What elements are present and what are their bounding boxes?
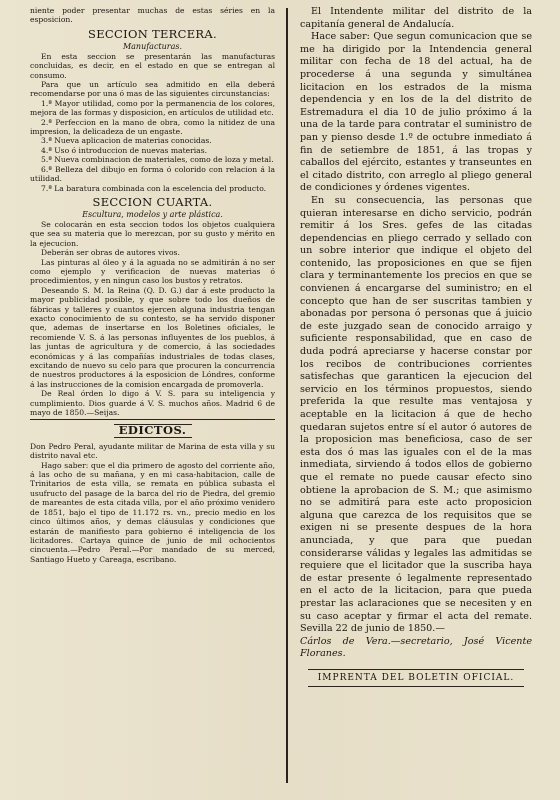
circumstances-list — [30, 99, 275, 193]
seccion-tercera-heading: SECCION TERCERA. — [88, 26, 217, 41]
paragraph: En esta seccion se presentarán las manufacturas concluidas, es decir, en el estado en que se entregan al consumo. — [30, 51, 275, 80]
seccion-cuarta-heading: SECCION CUARTA. — [92, 194, 213, 209]
printer-footer: IMPRENTA DEL BOLETIN OFICIAL. — [308, 669, 524, 688]
list-item: 7.ª La baratura combinada con la escelencia del producto. — [41, 183, 267, 193]
royal-order-paragraph: De Real órden lo digo á V. S. para su inteligencia y cumplimiento. Dios guarde á V. S. muchos años. Madrid 6 de mayo de 1850.—Seijas. — [30, 389, 275, 418]
signature: Cárlos de Vera.—secretario, José Vicente Floranes. — [300, 635, 532, 660]
paragraph: Deseando S. M. la Reina (Q. D. G.) dar á este producto la mayor publicidad posible, y que sobre todo los dueños de fábricas y talleres y cuantos ejercen alguna industria tengan exacto conocimiento de su contesto, se ha servido disponer que, ademas de insertarse en los Boletines oficiales, le recomiende V. S. á las personas influyentes de los pueblos, á las juntas de agricultura y de comercio, á las sociedades económicas y á las compañías industriales de todas clases, excitando de nuevo su celo para que procuren la concurrencia de nuestros productores á la esposicion de Lóndres, conforme á las instrucciones de la comision encargada de promoverla. — [30, 285, 275, 389]
edict-body: Hago saber: que el dia primero de agosto del corriente año, á las ocho de su mañana, y en mi casa-habitacion, calle de Trinitarios de esta villa, se remata en pública subasta el usufructo del pasage de la barca del rio de Piedra, del gremio de mareantes de esta citada villa, por el año próximo venidero de 1851, bajo el tipo de 11.172 rs. vn., precio medio en los cinco últimos años, y demas cláusulas y condiciones que estarán de manifiesto para gobierno é inteligencia de los licitadores. Cartaya quince de junio de mil ochocientos cincuenta.—Pedro Peral.—Por mandado de su merced, Santiago Hueto y Careaga, escribano. — [30, 460, 275, 564]
column-divider — [286, 8, 288, 783]
paragraph: Las pinturas al óleo y á la aguada no se admitirán á no ser como ejemplo y verificacion de nuevas materias ó procedimientos, y en ningun caso los bustos y retratos. — [30, 257, 275, 286]
paragraph: Para que un artículo sea admitido en ella deberá recomendarse por una ó mas de las siguientes circunstancias: — [30, 80, 275, 99]
paragraph: En su consecuencia, las personas que quieran interesarse en dicho servicio, podrán remitir á los Sres. gefes de las citadas dependencias en pliego cerrado y sellado con un sobre interior que indique el objeto del contenido, las proposiciones en que se fijen clara y terminantemente los precios en que se convienen á encargarse del suministro; en el concepto que han de ser suscritas tambien y abonadas por persona ó personas que á juicio de este juzgado sean de conocido arraigo y suficiente responsabilidad, que en caso de duda podrá apreciarse y hacerse constar por los recibos de contribuciones corrientes satisfechas que garanticen la ejecucion del servicio en los términos propuestos, siendo preferida la que resulte mas ventajosa y aceptable en la licitacion á que de hecho quedaran sujetos entre sí el autor ó autores de la proposicion mas beneficiosa, caso de ser esta dos ó mas las iguales con el de la mas inmediata, sirviendo á todos ellos de gobierno que el remate no puede causar efecto sino obtiene la aprobacion de S. M.; que asimismo no se admitirá para este acto proposicion alguna que carezca de los requisitos que se exigen ni se presente despues de la hora anunciada, y que para que puedan considerarse válidas y legales las admitidas se requiere que el licitador que la suscriba haya de estar presente ó legalmente representado en el acto de la licitacion, para que pueda prestar las aclaraciones que se necesiten y en su caso aceptar y firmar el acta del remate. Sevilla 22 de junio de 1850.— — [300, 194, 532, 635]
paragraph: Deberán ser obras de autores vivos. — [41, 248, 180, 258]
list-item: 4.ª Uso ó introduccion de nuevas materias. — [41, 145, 208, 155]
left-column — [30, 6, 275, 564]
edict-header: Don Pedro Peral, ayudante militar de Marina de esta villa y su distrito naval etc. — [30, 441, 275, 461]
continuation-text: niente poder presentar muchas de estas séries en la esposicion. — [30, 6, 275, 25]
seccion-cuarta-subtitle: Escultura, modelos y arte plástica. — [82, 209, 223, 219]
list-item: 5.ª Nueva combinacion de materiales, como de loza y metal. — [41, 155, 274, 165]
right-column — [300, 6, 532, 687]
paragraph: Se colocarán en esta seccion todos los objetos cualquiera que sea su materia que lo merezcan, por su gusto y mérito en la ejecucion. — [30, 219, 275, 248]
list-item: 6.ª Belleza del dibujo en forma ó colorido con relacion á la utilidad. — [30, 164, 275, 184]
notice-header: El Intendente militar del distrito de la capitanía general de Andalucía. — [300, 6, 532, 30]
edictos-heading: EDICTOS. — [114, 424, 192, 437]
list-item: 1.ª Mayor utilidad, como por la permanencia de los colores, mejora de las formas y disposicion, en artículos de utilidad etc. — [30, 98, 275, 118]
seccion-tercera-subtitle: Manufacturas. — [122, 41, 183, 51]
paragraph: Hace saber: Que segun comunicacion que se me ha dirigido por la Intendencia general militar con fecha de 18 del actual, ha de procederse á una segunda y simultánea licitacion en los estrados de la misma dependencia y en los de la del distrito de Estremadura el dia 10 de julio próximo á la una de la tarde para contratar el suministro de pan y pienso desde 1.º de octubre inmediato á fin de setiembre de 1851, á las tropas y caballos del ejército, estantes y transeuntes en el citado distrito, con arreglo al pliego general de condiciones y órdenes vigentes. — [300, 31, 532, 194]
list-item: 2.ª Perfeccion en la mano de obra, como la nitidez de una impresion, la delicadeza de un engaste. — [30, 117, 275, 137]
list-item: 3.ª Nueva aplicacion de materias conocidas. — [41, 136, 212, 146]
divider — [30, 419, 275, 420]
